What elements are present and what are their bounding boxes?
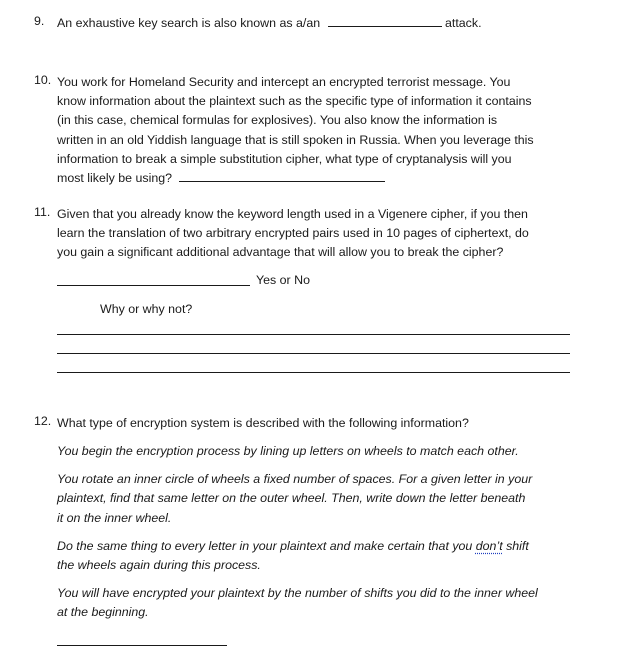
question-line: You work for Homeland Security and intercept an encrypted terrorist message. You: [57, 75, 511, 89]
question-number: 10.: [34, 73, 52, 87]
question-line: information to break a simple substitution cipher, what type of cryptanalysis will you: [57, 151, 512, 166]
description-paragraph-1: You begin the encryption process by lining up letters on wheels to match each other.: [57, 444, 519, 458]
why-label: Why or why not?: [100, 302, 193, 316]
question-line: most likely be using?: [57, 171, 173, 186]
question-number: 11.: [34, 205, 51, 219]
question-text: What type of encryption system is described with the following information?: [57, 416, 469, 430]
answer-blank[interactable]: [57, 645, 227, 646]
question-line: you gain a significant additional advantage that will allow you to break the cipher?: [57, 245, 504, 260]
question-line: know information about the plaintext such as the specific type of information it contains: [57, 94, 532, 109]
question-line: learn the translation of two arbitrary encrypted pairs used in 10 pages of ciphertext, do: [57, 226, 529, 241]
question-number: 9.: [34, 14, 45, 28]
description-paragraph-2: You rotate an inner circle of wheels a fixed number of spaces. For a given letter in your plaintext, find that same letter on the outer wheel. Then, write down the letter beneath it on the inner wheel.: [57, 472, 533, 525]
grammar-marked-word: don’t: [475, 539, 503, 553]
question-line: Given that you already know the keyword length used in a Vigenere cipher, if you then: [57, 207, 528, 221]
description-paragraph-4: You will have encrypted your plaintext by the number of shifts you did to the inner wheel at the beginning.: [57, 586, 538, 620]
answer-blank[interactable]: [328, 15, 442, 27]
answer-line[interactable]: [57, 334, 570, 335]
answer-line[interactable]: [57, 353, 570, 354]
question-number: 12.: [34, 414, 52, 428]
question-suffix: attack.: [445, 16, 482, 30]
description-paragraph-3: Do the same thing to every letter in your plaintext and make certain that you don’t shift the wheels again during this process.: [57, 539, 529, 573]
yes-or-no-label: Yes or No: [256, 273, 310, 287]
answer-line[interactable]: [57, 372, 570, 373]
question-line: (in this case, chemical formulas for explosives). You also know the information is: [57, 113, 498, 128]
question-text: An exhaustive key search is also known as a/an: [57, 16, 321, 30]
answer-blank[interactable]: [57, 285, 250, 286]
question-line: written in an old Yiddish language that is still spoken in Russia. When you leverage this: [57, 132, 534, 147]
answer-blank[interactable]: [179, 170, 385, 182]
